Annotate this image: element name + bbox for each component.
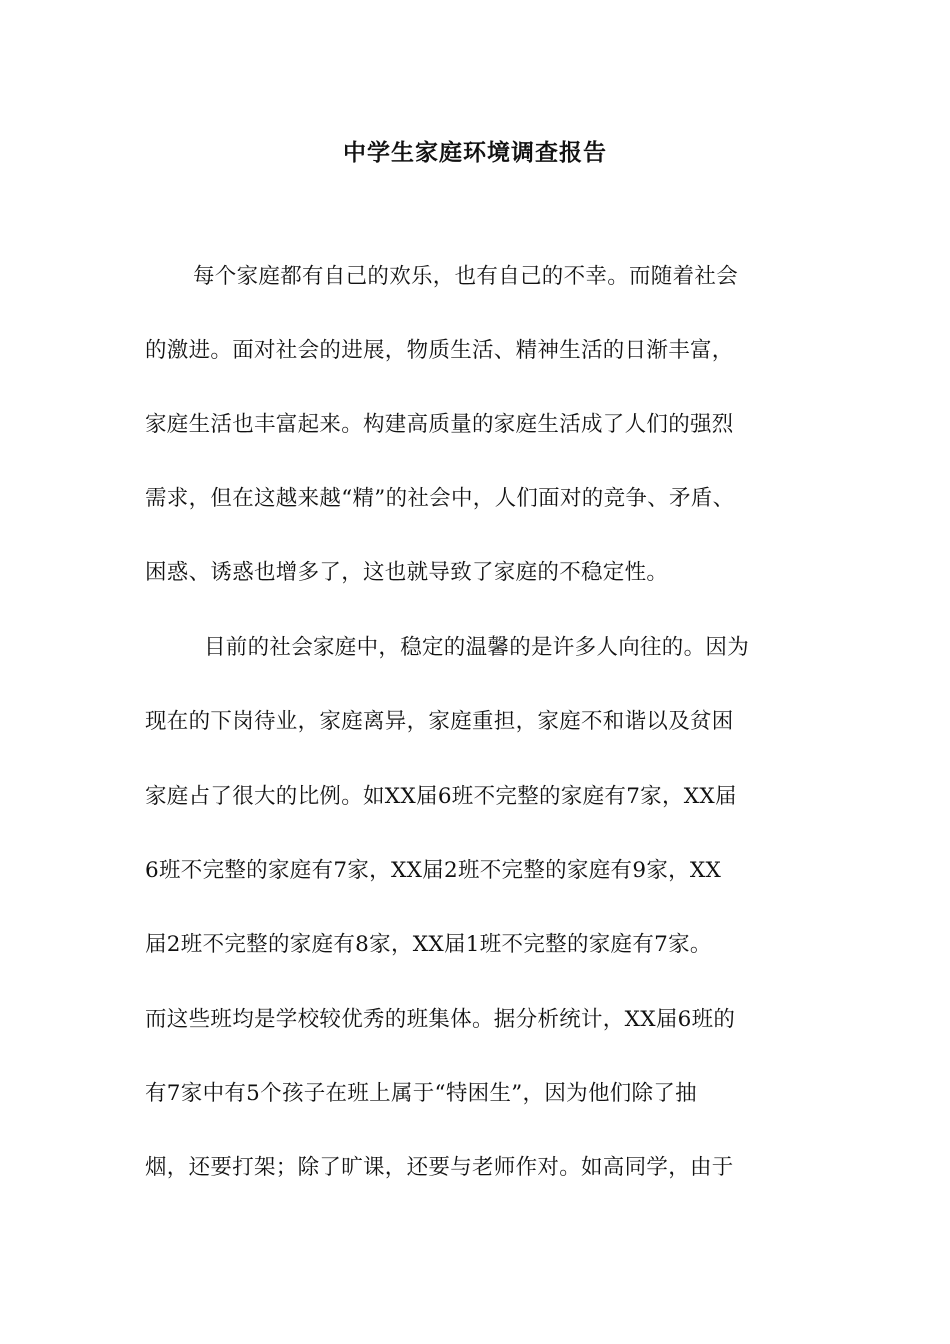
body-line: 烟，还要打架；除了旷课，还要与老师作对。如高同学，由于 [145,1155,734,1180]
body-line: 困惑、诱惑也增多了，这也就导致了家庭的不稳定性。 [145,560,669,585]
body-line: 现在的下岗待业，家庭离异，家庭重担，家庭不和谐以及贫困 [145,709,734,734]
body-line: 6班不完整的家庭有7家，XX届2班不完整的家庭有9家，XX [145,858,722,883]
body-line: 届2班不完整的家庭有8家，XX届1班不完整的家庭有7家。 [145,932,712,957]
body-line: 有7家中有5个孩子在班上属于“特困生”，因为他们除了抽 [145,1081,697,1106]
document-title: 中学生家庭环境调查报告 [343,139,607,166]
body-line: 需求，但在这越来越“精”的社会中，人们面对的竞争、矛盾、 [145,486,735,511]
body-line: 目前的社会家庭中，稳定的温馨的是许多人向往的。因为 [204,635,750,660]
body-line: 家庭占了很大的比例。如XX届6班不完整的家庭有7家，XX届 [145,784,737,809]
body-line: 的激进。面对社会的进展，物质生活、精神生活的日渐丰富， [145,338,734,363]
body-line: 家庭生活也丰富起来。构建高质量的家庭生活成了人们的强烈 [145,412,734,437]
body-line: 每个家庭都有自己的欢乐，也有自己的不幸。而随着社会 [193,264,739,289]
body-line: 而这些班均是学校较优秀的班集体。据分析统计，XX届6班的 [145,1007,736,1032]
